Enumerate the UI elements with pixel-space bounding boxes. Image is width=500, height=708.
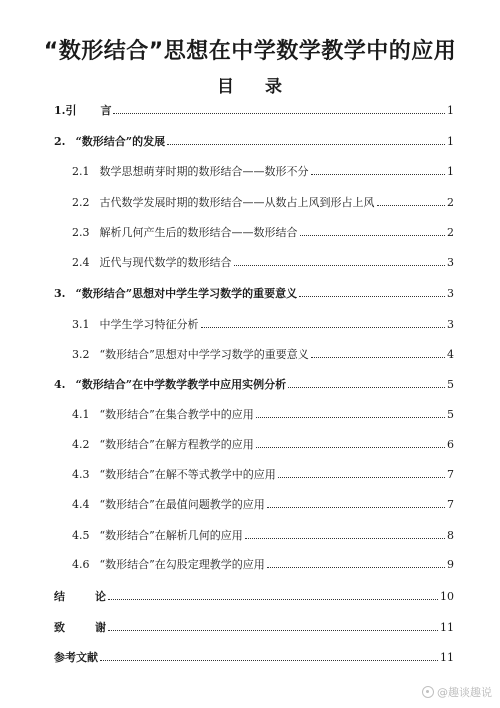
toc-entry-page: 9 [447, 558, 454, 571]
toc-entry-label: “数形结合”在解不等式教学中的应用 [99, 468, 276, 481]
toc-entry[interactable] [72, 498, 454, 512]
toc-dot-leader [108, 621, 438, 631]
toc-entry-number: 4.1 [72, 408, 90, 421]
toc-entry-number: 结 [54, 590, 65, 603]
toc-dot-leader [113, 104, 445, 114]
toc-entry-label: 近代与现代数学的数形结合 [99, 256, 232, 269]
toc-entry[interactable] [54, 590, 454, 604]
toc-entry-number: 2.1 [72, 165, 90, 178]
toc-dot-leader [234, 256, 446, 266]
toc-entry[interactable] [54, 651, 454, 665]
toc-entry-label: “数形结合”在勾股定理教学的应用 [99, 558, 265, 571]
toc-entry[interactable] [72, 529, 454, 543]
toc-dot-leader [278, 468, 445, 478]
toc-entry-label: 古代数学发展时期的数形结合——从数占上风到形占上风 [99, 196, 375, 209]
toc-dot-leader [167, 135, 445, 145]
toc-entry[interactable] [72, 256, 454, 270]
toc-entry-label: “数形结合”在解析几何的应用 [99, 529, 243, 542]
toc-entry[interactable] [72, 348, 454, 362]
toc-entry-page: 1 [447, 104, 454, 117]
toc-entry-page: 8 [447, 529, 454, 542]
toc-entry[interactable] [54, 378, 454, 392]
toc-entry-number: 4.2 [72, 438, 90, 451]
toc-dot-leader [267, 558, 445, 568]
toc-entry[interactable] [54, 621, 454, 635]
watermark-logo-icon [422, 686, 434, 698]
toc-heading-right: 录 [265, 77, 283, 97]
toc-dot-leader [311, 348, 445, 358]
toc-entry-label: 中学生学习特征分析 [99, 318, 199, 331]
toc-entry-number: 致 [54, 621, 65, 634]
toc-dot-leader [300, 226, 446, 236]
toc-entry-label: “数形结合”思想对中学生学习数学的重要意义 [75, 287, 298, 300]
toc-entry[interactable] [72, 558, 454, 572]
toc-entry-number: 4. [54, 378, 66, 391]
toc-entry-label: 论 [95, 590, 106, 603]
toc-entry-page: 6 [447, 438, 454, 451]
toc-entry-label: 言 [100, 104, 112, 117]
toc-dot-leader [201, 318, 446, 328]
toc-dot-leader [245, 529, 445, 539]
toc-entry-label: 参考文献 [54, 651, 98, 664]
toc-entry-label: “数形结合”的发展 [75, 135, 166, 148]
toc-entry-page: 2 [447, 196, 454, 209]
toc-entry-label: 解析几何产生后的数形结合——数形结合 [99, 226, 298, 239]
toc-entry-page: 7 [447, 498, 454, 511]
toc-entry-number: 1.引 [54, 104, 77, 117]
toc-dot-leader [311, 165, 446, 175]
toc-dot-leader [288, 378, 445, 388]
toc-dot-leader [299, 287, 445, 297]
toc-entry-page: 4 [447, 348, 454, 361]
toc-entry[interactable] [54, 104, 454, 118]
toc-entry-page: 7 [447, 468, 454, 481]
toc-entry[interactable] [72, 468, 454, 482]
toc-entry-number: 2.2 [72, 196, 90, 209]
toc-entry-label: “数形结合”在最值问题教学的应用 [99, 498, 265, 511]
toc-entry[interactable] [72, 226, 454, 240]
toc-dot-leader [256, 438, 445, 448]
toc-dot-leader [256, 408, 445, 418]
toc-entry-page: 10 [440, 590, 454, 603]
toc-entry-page: 11 [440, 621, 454, 634]
toc-entry-number: 4.4 [72, 498, 90, 511]
toc-entry-page: 3 [447, 256, 454, 269]
toc-entry-label: “数形结合”思想对中学学习数学的重要意义 [99, 348, 309, 361]
toc-entry-page: 5 [447, 408, 454, 421]
toc-entry-number: 2.4 [72, 256, 90, 269]
toc-dot-leader [267, 498, 445, 508]
toc-entry-label: 数学思想萌芽时期的数形结合——数形不分 [99, 165, 309, 178]
toc-entry-number: 2. [54, 135, 66, 148]
toc-entry-label: “数形结合”在中学数学教学中应用实例分析 [75, 378, 287, 391]
toc-entry-number: 3.2 [72, 348, 90, 361]
watermark [422, 684, 492, 700]
toc-entry[interactable] [72, 196, 454, 210]
toc-entry-number: 4.6 [72, 558, 90, 571]
toc-entry[interactable] [54, 287, 454, 301]
toc-entry-number: 4.5 [72, 529, 90, 542]
toc-entry-label: “数形结合”在解方程教学的应用 [99, 438, 254, 451]
toc-heading-left: 目 [217, 77, 235, 97]
toc-entry[interactable] [54, 135, 454, 149]
toc-entry[interactable] [72, 165, 454, 179]
toc-entry-page: 1 [447, 165, 454, 178]
watermark-text: @趣谈趣说 [437, 686, 492, 699]
toc-dot-leader [108, 590, 438, 600]
document-title: “数形结合”思想在中学数学教学中的应用 [43, 39, 457, 64]
toc-entry-label: “数形结合”在集合教学中的应用 [99, 408, 254, 421]
toc-entry-page: 11 [440, 651, 454, 664]
toc-entry-label: 谢 [95, 621, 106, 634]
toc-entry[interactable] [72, 318, 454, 332]
toc-entry-number: 3. [54, 287, 66, 300]
toc-dot-leader [377, 196, 446, 206]
toc-entry-page: 1 [447, 135, 454, 148]
toc-entry-page: 2 [447, 226, 454, 239]
toc-dot-leader [100, 651, 438, 661]
toc-entry-page: 5 [447, 378, 454, 391]
toc-entry-number: 2.3 [72, 226, 90, 239]
toc-entry-page: 3 [447, 287, 454, 300]
toc-entry[interactable] [72, 438, 454, 452]
toc-entry-number: 3.1 [72, 318, 90, 331]
toc-entry-page: 3 [447, 318, 454, 331]
toc-entry-number: 4.3 [72, 468, 90, 481]
toc-entry[interactable] [72, 408, 454, 422]
